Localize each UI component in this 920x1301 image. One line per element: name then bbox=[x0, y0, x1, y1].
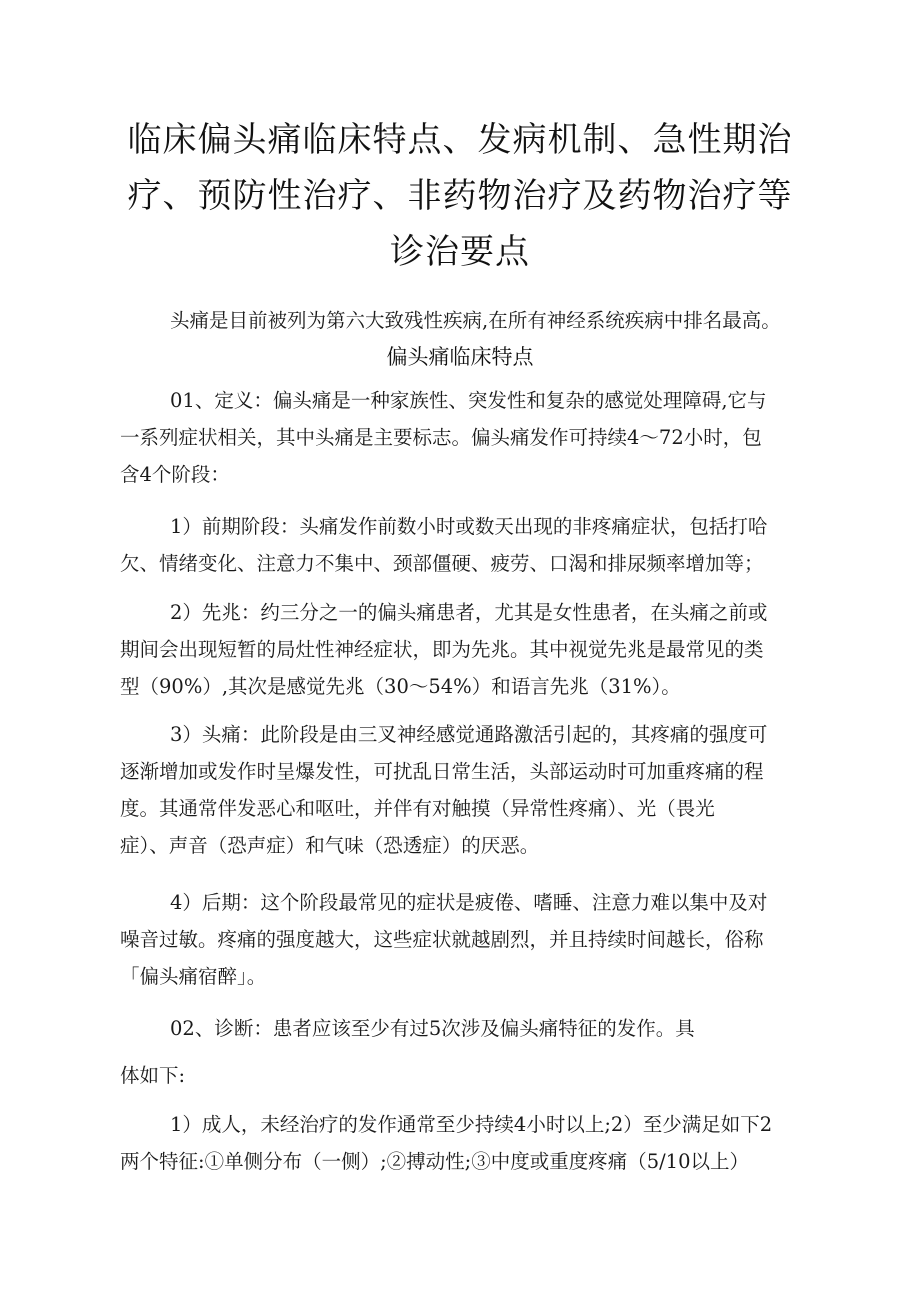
paragraph-line: 期间会出现短暂的局灶性神经症状，即为先兆。其中视觉先兆是最常见的类 bbox=[120, 638, 764, 661]
stage3-paragraph bbox=[120, 716, 800, 864]
stage1-paragraph bbox=[120, 508, 800, 582]
paragraph-line: 一系列症状相关，其中头痛是主要标志。偏头痛发作可持续4～72小时，包 bbox=[120, 426, 762, 449]
paragraph-line: 欠、情绪变化、注意力不集中、颈部僵硬、疲劳、口渴和排尿频率增加等； bbox=[120, 552, 764, 575]
stage2-paragraph bbox=[120, 594, 800, 705]
paragraph-line: 头痛是目前被列为第六大致残性疾病,在所有神经系统疾病中排名最高。 bbox=[170, 309, 781, 332]
paragraph-line: 4）后期：这个阶段最常见的症状是疲倦、嗜睡、注意力难以集中及对 bbox=[170, 891, 768, 914]
paragraph-line: 症）、声音（恐声症）和气味（恐透症）的厌恶。 bbox=[120, 834, 540, 857]
paragraph-line: 1）前期阶段：头痛发作前数小时或数天出现的非疼痛症状，包括打哈 bbox=[170, 515, 768, 538]
title-line: 疗、预防性治疗、非药物治疗及药物治疗等 bbox=[127, 176, 793, 216]
paragraph-line: 型（90%）,其次是感觉先兆（30～54%）和语言先兆（31%）。 bbox=[120, 675, 681, 698]
paragraph-line: 3）头痛：此阶段是由三叉神经感觉通路激活引起的，其疼痛的强度可 bbox=[170, 723, 768, 746]
title-line: 诊治要点 bbox=[390, 232, 530, 272]
intro-paragraph bbox=[120, 302, 800, 339]
paragraph-line: 体如下: bbox=[120, 1064, 186, 1087]
paragraph-line: 噪音过敏。疼痛的强度越大，这些症状就越剧烈，并且持续时间越长，俗称 bbox=[120, 928, 764, 951]
paragraph-line: 度。其通常伴发恶心和呕吐，并伴有对触摸（异常性疼痛）、光（畏光 bbox=[120, 797, 715, 820]
criteria-paragraph bbox=[120, 1106, 800, 1180]
paragraph-line: 02、诊断：患者应该至少有过5次涉及偏头痛特征的发作。具 bbox=[170, 1017, 695, 1040]
paragraph-line: 1）成人，未经治疗的发作通常至少持续4小时以上;2）至少满足如下2 bbox=[170, 1113, 773, 1136]
title-line: 临床偏头痛临床特点、发病机制、急性期治 bbox=[127, 120, 793, 160]
definition-paragraph bbox=[120, 382, 800, 493]
diagnosis-paragraph bbox=[120, 1010, 800, 1094]
stage4-paragraph bbox=[120, 884, 800, 995]
paragraph-line: 「偏头痛宿醉」。 bbox=[120, 965, 267, 988]
paragraph-line: 逐渐增加或发作时呈爆发性，可扰乱日常生活，头部运动时可加重疼痛的程 bbox=[120, 760, 764, 783]
section-heading: 偏头痛临床特点 bbox=[386, 345, 534, 369]
paragraph-line: 两个特征:①单侧分布（一侧）;②搏动性;③中度或重度疼痛（5/10以上） bbox=[120, 1150, 749, 1173]
paragraph-line: 2）先兆：约三分之一的偏头痛患者，尤其是女性患者，在头痛之前或 bbox=[170, 601, 768, 624]
document-title bbox=[120, 112, 800, 280]
paragraph-line: 01、定义：偏头痛是一种家族性、突发性和复杂的感觉处理障碍,它与 bbox=[170, 389, 767, 412]
paragraph-line: 含4个阶段： bbox=[120, 463, 230, 486]
